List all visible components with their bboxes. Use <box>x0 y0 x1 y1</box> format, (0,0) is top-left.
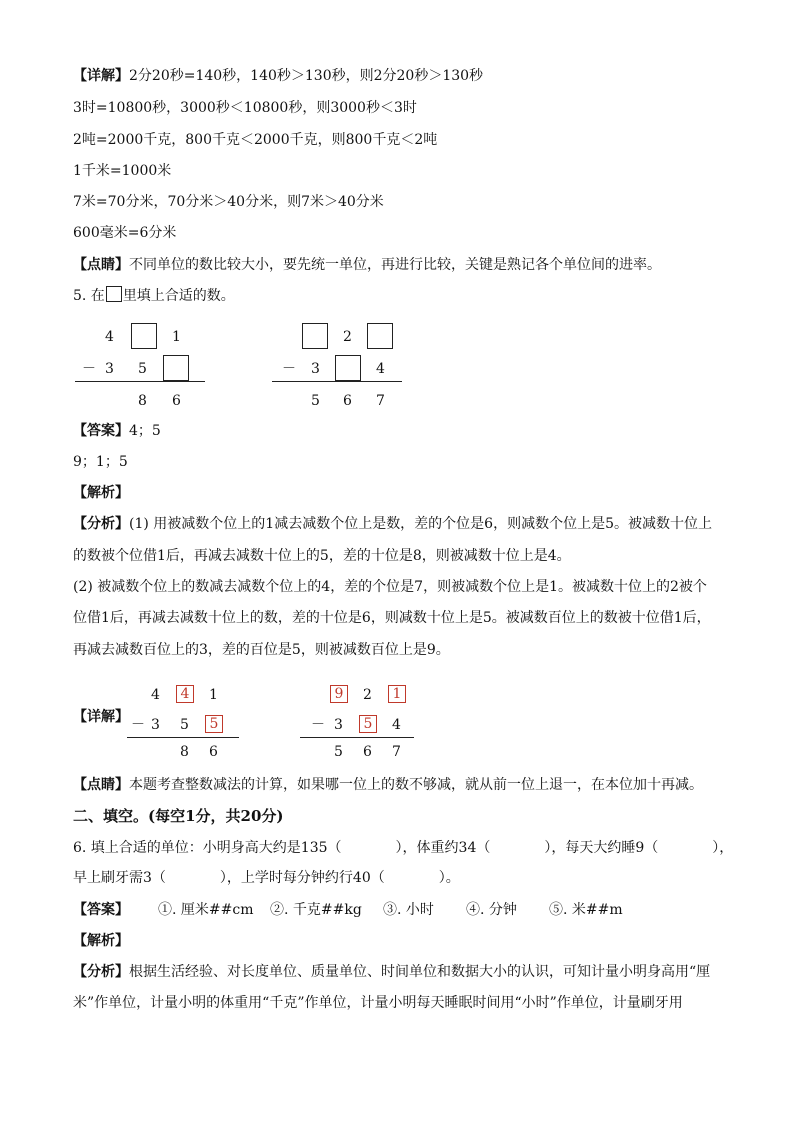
analysis-6-line-1 <box>73 962 710 982</box>
answer-item: ④. 分钟 <box>466 902 517 918</box>
blank-box-icon <box>106 286 122 302</box>
analysis-text: (1) 用被减数个位上的1减去减数个位上是数，差的个位是6，则减数个位上是5。被减数十位上 <box>129 516 713 532</box>
detail-line-1 <box>73 66 483 86</box>
filled-answer-box: 5 <box>205 715 223 733</box>
answer-6-tag: 【答案】 <box>73 902 129 918</box>
analysis-line-2: 的数被个位借1后，再减去减数十位上的5，差的十位是8，则被减数十位上是4。 <box>73 548 571 564</box>
detail-line-4: 1千米=1000米 <box>73 163 172 179</box>
answer-item: ③. 小时 <box>383 902 434 918</box>
blank-box[interactable] <box>302 323 328 349</box>
minus-sign: － <box>282 361 296 377</box>
minus-sign: － <box>311 717 325 733</box>
analysis-line-3: (2) 被减数个位上的数减去减数个位上的4，差的个位是7，则被减数个位上是1。被减数十位上的2被个 <box>73 579 707 595</box>
digit: 6 <box>172 393 181 409</box>
digit: 4 <box>392 717 401 733</box>
q5-prefix: 5. 在 <box>73 288 105 304</box>
digit: 4 <box>151 687 160 703</box>
note-tag: 【点睛】 <box>73 777 129 793</box>
filled-answer-box: 1 <box>388 685 406 703</box>
q6-text: ），上学时每分钟约行40（ <box>219 870 385 886</box>
answer-item: ②. 千克##kg <box>270 902 362 918</box>
subtraction-line <box>75 381 205 382</box>
filled-answer-box: 5 <box>359 715 377 733</box>
minus-sign: － <box>82 361 96 377</box>
section-2-heading: 二、填空。(每空1分，共20分) <box>73 807 284 825</box>
blank-box[interactable] <box>335 355 361 381</box>
answer-5-line-2: 9；1；5 <box>73 454 128 470</box>
digit: 6 <box>209 744 218 760</box>
digit: 3 <box>151 717 160 733</box>
digit: 5 <box>311 393 320 409</box>
question-6-line-2 <box>73 868 460 888</box>
digit: 4 <box>376 361 385 377</box>
subtraction-line <box>127 737 239 738</box>
analysis-line-5: 再减去减数百位上的3，差的百位是5，则被减数百位上是9。 <box>73 642 450 658</box>
note-text: 本题考查整数减法的计算，如果哪一位上的数不够减，就从前一位上退一，在本位加十再减。 <box>129 777 703 793</box>
answer-5-line <box>73 421 161 441</box>
answer-tag: 【答案】 <box>73 423 129 439</box>
q6-text: ），每天大约睡9（ <box>544 840 659 856</box>
note-line <box>73 255 661 275</box>
q6-text: ）。 <box>438 870 460 886</box>
analysis-line-1 <box>73 514 712 534</box>
digit: 1 <box>172 329 181 345</box>
detail-text: 2分20秒=140秒，140秒＞130秒，则2分20秒＞130秒 <box>129 68 484 84</box>
q5-suffix: 里填上合适的数。 <box>122 288 235 304</box>
detail-tag-5: 【详解】 <box>73 709 129 725</box>
filled-answer-box: 4 <box>176 685 194 703</box>
question-6-line-1 <box>73 838 733 858</box>
analysis-tag: 【分析】 <box>73 964 129 980</box>
detail-tag: 【详解】 <box>73 68 129 84</box>
blank-box[interactable] <box>131 323 157 349</box>
filled-answer-box: 9 <box>330 685 348 703</box>
minus-sign: － <box>131 717 145 733</box>
answer-item: ⑤. 米##m <box>549 902 623 918</box>
digit: 6 <box>363 744 372 760</box>
digit: 5 <box>180 717 189 733</box>
detail-line-3: 2吨=2000千克，800千克＜2000千克，则800千克＜2吨 <box>73 132 438 148</box>
digit: 2 <box>363 687 372 703</box>
question-5-title <box>73 286 235 306</box>
blank-box[interactable] <box>367 323 393 349</box>
analysis-heading: 【解析】 <box>73 485 129 501</box>
digit: 5 <box>334 744 343 760</box>
digit: 1 <box>209 687 218 703</box>
digit: 7 <box>392 744 401 760</box>
digit: 2 <box>343 329 352 345</box>
digit: 4 <box>105 329 114 345</box>
note-5-line <box>73 775 703 795</box>
q6-text: 早上刷牙需3（ <box>73 870 166 886</box>
digit: 5 <box>138 361 147 377</box>
subtraction-line <box>272 381 402 382</box>
analysis-6-heading: 【解析】 <box>73 933 129 949</box>
q6-text: ），体重约34（ <box>395 840 491 856</box>
note-text: 不同单位的数比较大小，要先统一单位，再进行比较，关键是熟记各个单位间的进率。 <box>129 257 661 273</box>
analysis-tag: 【分析】 <box>73 516 129 532</box>
detail-line-5: 7米=70分米，70分米＞40分米，则7米＞40分米 <box>73 194 384 210</box>
answer-text: 4；5 <box>129 423 161 439</box>
digit: 3 <box>334 717 343 733</box>
q6-text: ）， <box>712 840 734 856</box>
analysis-line-4: 位借1后，再减去减数十位上的数，差的十位是6，则减数十位上是5。被减数百位上的数被十位借1后， <box>73 610 711 626</box>
digit: 3 <box>311 361 320 377</box>
digit: 7 <box>376 393 385 409</box>
q6-text: 6. 填上合适的单位：小明身高大约是135（ <box>73 840 342 856</box>
digit: 8 <box>138 393 147 409</box>
blank-box[interactable] <box>163 355 189 381</box>
digit: 8 <box>180 744 189 760</box>
digit: 6 <box>343 393 352 409</box>
detail-line-2: 3时=10800秒，3000秒＜10800秒，则3000秒＜3时 <box>73 100 417 116</box>
digit: 3 <box>105 361 114 377</box>
detail-line-6: 600毫米=6分米 <box>73 225 177 241</box>
note-tag: 【点睛】 <box>73 257 129 273</box>
analysis-text: 根据生活经验、对长度单位、质量单位、时间单位和数据大小的认识，可知计量小明身高用“厘 <box>129 964 711 980</box>
analysis-6-line-2: 米”作单位，计量小明的体重用“千克”作单位，计量小明每天睡眠时间用“小时”作单位，计量刷牙用 <box>73 995 683 1011</box>
subtraction-line <box>300 737 414 738</box>
answer-item: ①. 厘米##cm <box>158 902 254 918</box>
